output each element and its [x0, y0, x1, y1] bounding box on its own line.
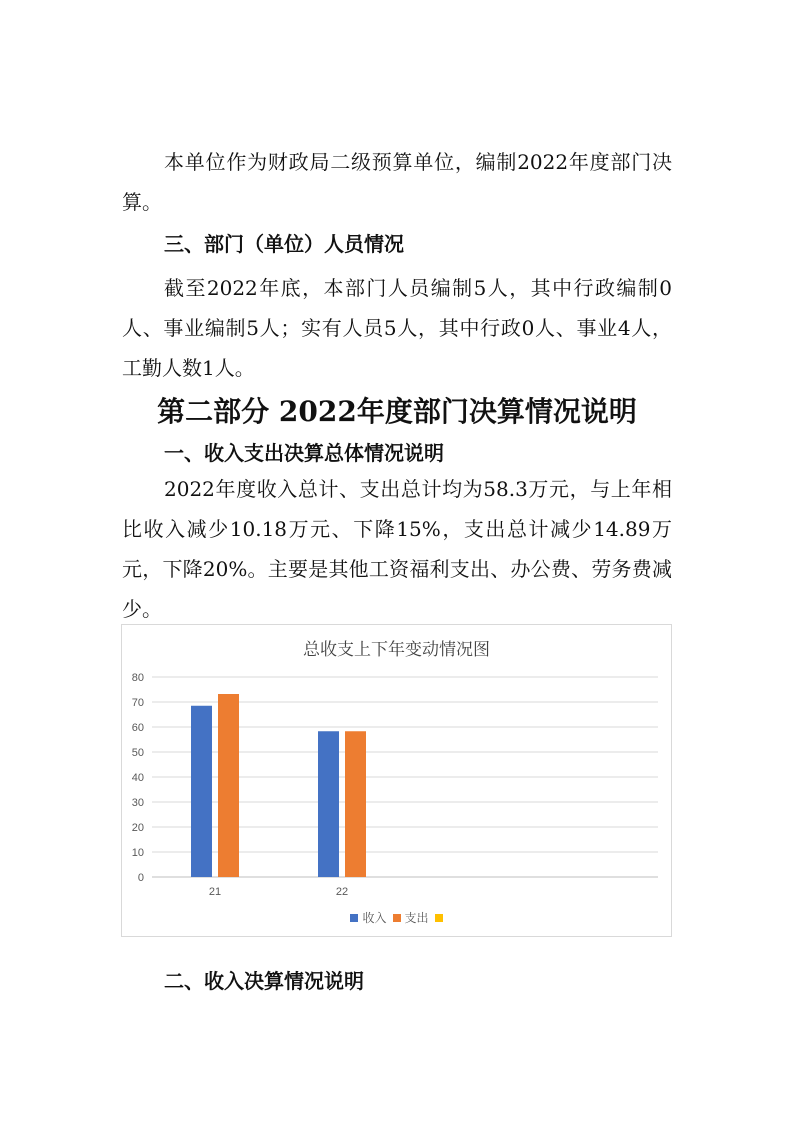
y-tick-label: 0 — [137, 872, 144, 884]
legend-swatch-income — [350, 914, 358, 922]
y-tick-label: 60 — [131, 722, 144, 734]
chart-title: 总收支上下年变动情况图 — [303, 640, 490, 660]
bar-income-22 — [318, 731, 339, 877]
heading-overview: 一、收入支出决算总体情况说明 — [164, 441, 444, 465]
bar-expense-22 — [345, 731, 366, 877]
legend-label-expense: 支出 — [404, 911, 429, 925]
legend-swatch-expense — [393, 914, 401, 922]
y-tick-label: 70 — [131, 697, 144, 709]
paragraph-overview: 2022年度收入总计、支出总计均为58.3万元，与上年相比收入减少10.18万元、下降15%，支出总计减少14.89万元，下降20%。主要是其他工资福利支出、办公费、劳务费减少。 — [122, 477, 672, 621]
bar-expense-21 — [218, 694, 239, 877]
heading-part-two: 第二部分 2022年度部门决算情况说明 — [157, 395, 637, 428]
heading-income: 二、收入决算情况说明 — [164, 969, 364, 993]
y-tick-label: 30 — [131, 797, 144, 809]
y-tick-label: 20 — [131, 822, 144, 834]
x-tick-label: 22 — [335, 886, 349, 898]
bar-chart — [122, 625, 673, 938]
legend-swatch-third — [435, 914, 443, 922]
paragraph-staff: 截至2022年底，本部门人员编制5人，其中行政编制0人、事业编制5人；实有人员5人，其中行政0人、事业4人，工勤人数1人。 — [122, 276, 672, 380]
bar-income-21 — [191, 706, 212, 877]
legend-item-expense — [393, 909, 429, 926]
chart-container — [121, 624, 672, 937]
y-tick-label: 10 — [131, 847, 144, 859]
heading-staff: 三、部门（单位）人员情况 — [164, 232, 404, 256]
legend-item-income — [350, 909, 386, 926]
paragraph-budget-unit: 本单位作为财政局二级预算单位，编制2022年度部门决算。 — [122, 150, 672, 214]
y-tick-label: 40 — [131, 772, 144, 784]
y-tick-label: 50 — [131, 747, 144, 759]
legend-item-third — [435, 909, 443, 926]
y-tick-label: 80 — [131, 672, 144, 684]
chart-legend — [122, 909, 671, 926]
legend-label-income: 收入 — [362, 911, 387, 925]
x-tick-label: 21 — [208, 886, 222, 898]
